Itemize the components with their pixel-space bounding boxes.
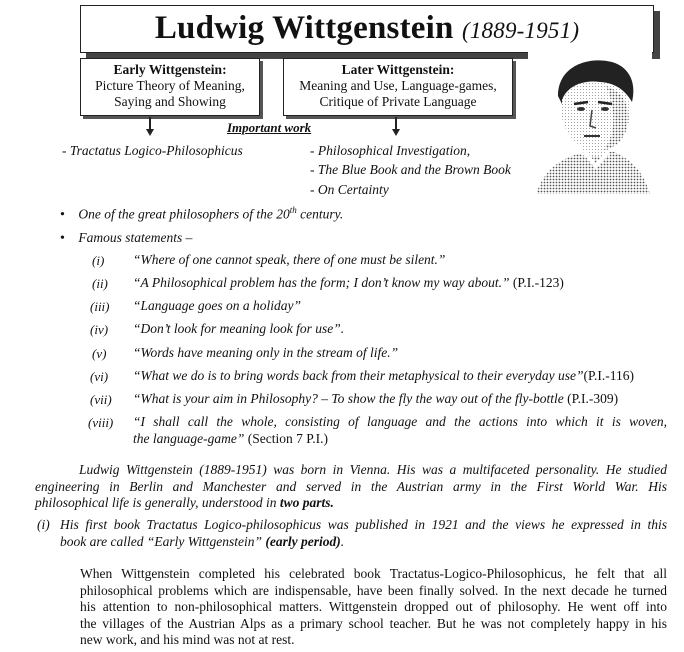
early-work-item: - Tractatus Logico-Philosophicus — [62, 143, 243, 158]
statement-number: (iii) — [90, 299, 110, 314]
statement-text: “Where of one cannot speak, there of one must be silent.” — [133, 252, 446, 267]
statement-text: “I shall call the whole, consisting of language and the actions into which it is woven, — [133, 414, 667, 429]
statement-text: “What is your aim in Philosophy? – To show the fly the way out of the fly-bottle (P.I.-309) — [133, 391, 619, 406]
page-title — [81, 6, 653, 53]
life-years: (1889-1951) — [462, 18, 580, 43]
statement-number: (vi) — [90, 369, 109, 384]
statement-text: “What we do is to bring words back from their metaphysical to their everyday use”(P.I.-116) — [133, 368, 634, 383]
later-arrow-line — [395, 117, 397, 129]
later-heading: Later Wittgenstein: — [341, 62, 455, 77]
early-line-1: Picture Theory of Meaning, — [95, 78, 245, 93]
later-arrow-head-icon — [392, 129, 400, 136]
statement-text: “Language goes on a holiday” — [133, 298, 302, 313]
statement-number: (viii) — [88, 415, 114, 430]
statement-text: “Don’t look for meaning look for use”. — [133, 321, 345, 336]
later-line-1: Meaning and Use, Language-games, — [299, 78, 497, 93]
title-box — [80, 5, 654, 53]
statement-number: (ii) — [92, 276, 108, 291]
statement-text: “Words have meaning only in the stream of life.” — [133, 345, 399, 360]
important-work-label: Important work — [227, 120, 312, 135]
early-heading: Early Wittgenstein: — [113, 62, 227, 77]
bullet-dot-icon: • — [60, 207, 65, 223]
bullet-famous-statements: • Famous statements – — [60, 230, 193, 246]
narrative-paragraph: When Wittgenstein completed his celebrated book Tractatus-Logico-Philosophicus, he felt that all philosophical problems which are indispensable, have been finally solved. In the next decade he turned his attention to non-philosophical matters. Wittgenstein dropped out of philosophy. He went off into the villages of the Austrian Alps as a primary school teacher. But he was not completely happy in his new work, and his mind was not at rest. — [80, 566, 667, 647]
bullet-great-philosopher: • One of the great philosophers of the 20th century. — [60, 205, 344, 223]
later-work-item: - The Blue Book and the Brown Book — [310, 162, 511, 177]
early-wittgenstein-box — [80, 58, 260, 116]
later-line-2: Critique of Private Language — [319, 94, 477, 109]
later-wittgenstein-box — [283, 58, 513, 116]
later-work-item: - On Certainty — [310, 182, 389, 197]
intro-paragraph: Ludwig Wittgenstein (1889-1951) was born in Vienna. His was a multifaceted personality. He studied engineering in Berlin and Manchester and served in the Austrian army in the First World War. His philosophical life is generally, understood in two parts. — [35, 462, 667, 510]
point-i-text: His first book Tractatus Logico-philosophicus was published in 1921 and the views he expressed in this book are called “Early Wittgenstein” (early period). — [60, 517, 667, 549]
statement-number: (iv) — [90, 322, 109, 337]
statement-number: (v) — [92, 346, 107, 361]
statement-number: (vii) — [90, 392, 112, 407]
bullet-dot-icon: • — [60, 231, 65, 246]
later-work-item: - Philosophical Investigation, — [310, 143, 471, 158]
statement-number: (i) — [92, 253, 105, 268]
point-i-number: (i) — [37, 517, 50, 532]
early-line-2: Saying and Showing — [114, 94, 226, 109]
statement-text: “A Philosophical problem has the form; I don’t know my way about.” (P.I.-123) — [133, 275, 564, 290]
wittgenstein-portrait — [528, 52, 652, 194]
philosopher-name: Ludwig Wittgenstein — [154, 10, 454, 46]
early-arrow-head-icon — [146, 129, 154, 136]
early-arrow-line — [149, 117, 151, 129]
statement-text-continued: the language-game” (Section 7 P.I.) — [133, 431, 328, 446]
